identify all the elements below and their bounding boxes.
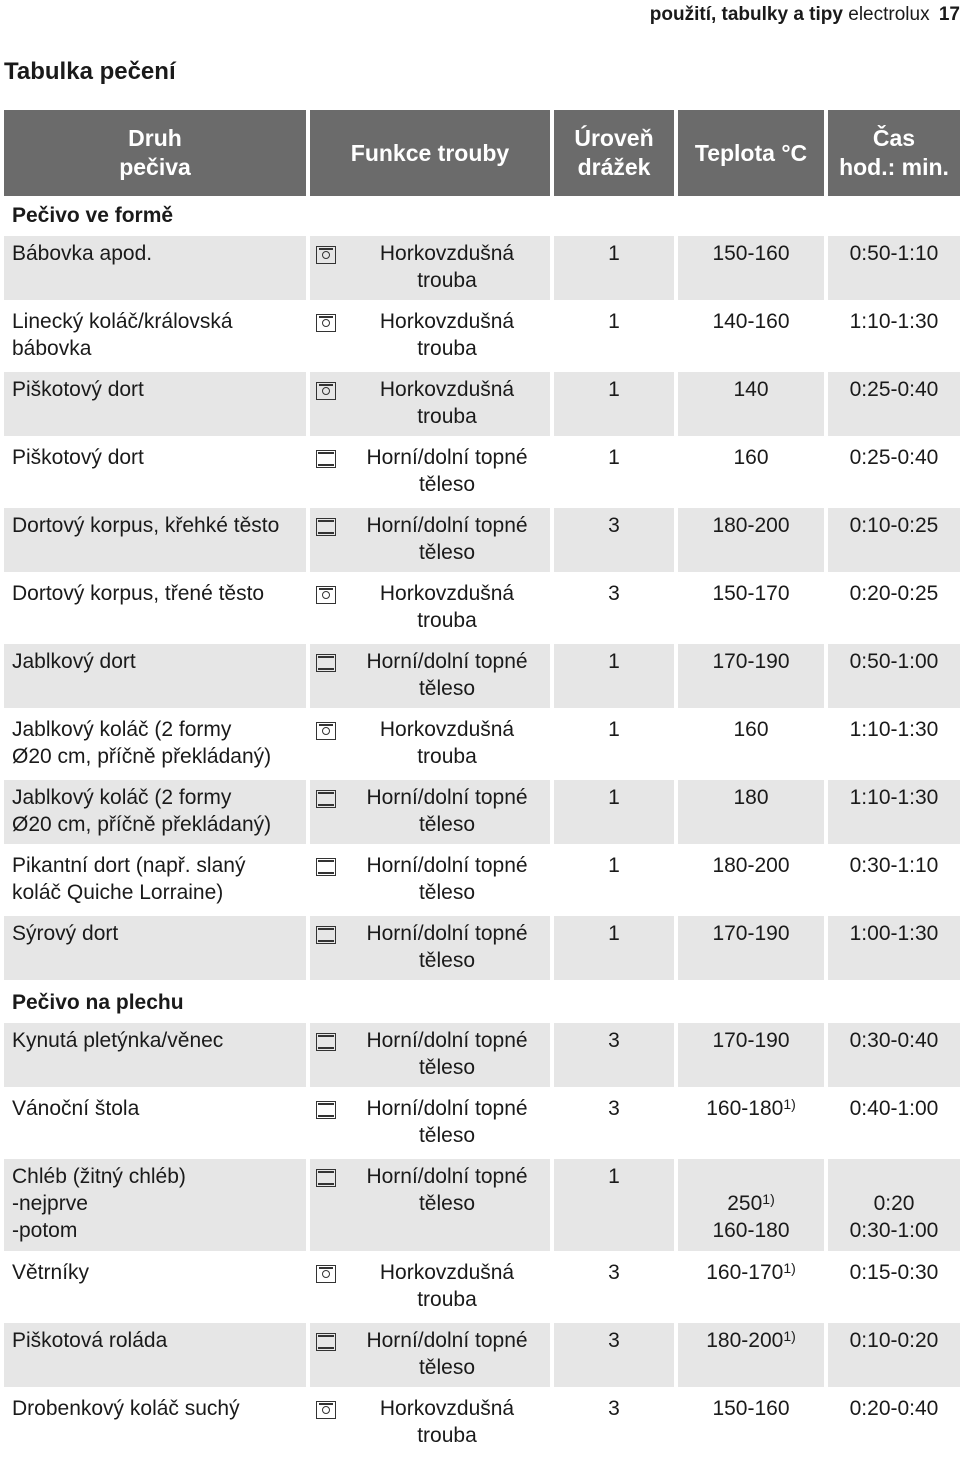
fan-icon <box>316 1401 336 1419</box>
top-bottom-heat-icon <box>316 926 336 944</box>
baking-time: 1:10-1:30 <box>849 310 939 333</box>
table-row <box>4 712 960 776</box>
top-bottom-heat-icon <box>316 1169 336 1187</box>
fan-icon <box>316 722 336 740</box>
cake-type: Piškotová roláda <box>12 1329 168 1352</box>
top-bottom-heat-icon <box>316 1033 336 1051</box>
oven-function: Horkovzdušná trouba <box>379 378 515 428</box>
oven-function: Horní/dolní topné těleso <box>366 1029 528 1079</box>
oven-function: Horní/dolní topné těleso <box>366 1097 528 1147</box>
top-bottom-heat-icon <box>316 450 336 468</box>
cake-type: Jablkový koláč (2 formy Ø20 cm, příčně překládaný) <box>12 718 272 768</box>
temperature-value: 170-190 <box>712 922 790 945</box>
temperature <box>678 780 824 844</box>
shelf-level: 1 <box>608 446 620 469</box>
column-header-level: Úroveň drážek <box>554 110 674 196</box>
table-row <box>4 848 960 912</box>
temperature-value: 250 <box>727 1192 763 1215</box>
page-header <box>650 2 960 28</box>
fan-icon <box>316 382 336 400</box>
shelf-level: 3 <box>608 1397 620 1420</box>
temperature <box>678 712 824 776</box>
temperature-value: 160 <box>733 718 769 741</box>
temperature <box>678 576 824 640</box>
temperature <box>678 644 824 708</box>
temperature <box>678 1091 824 1155</box>
table-row <box>4 304 960 368</box>
shelf-level: 1 <box>608 650 620 673</box>
temperature <box>678 916 824 980</box>
column-header-type: Druh pečiva <box>4 110 306 196</box>
oven-function: Horní/dolní topné těleso <box>366 1329 528 1379</box>
shelf-level: 1 <box>608 718 620 741</box>
cake-type: Sýrový dort <box>12 922 119 945</box>
baking-time: 0:40-1:00 <box>849 1097 939 1120</box>
table-row <box>4 440 960 504</box>
temperature <box>678 372 824 436</box>
cake-type: Piškotový dort <box>12 446 144 469</box>
oven-function: Horní/dolní topné těleso <box>366 514 528 564</box>
cake-type: Drobenkový koláč suchý <box>12 1397 240 1420</box>
temperature-value: 140-160 <box>712 310 790 333</box>
shelf-level: 1 <box>608 786 620 809</box>
baking-time: 0:30-1:10 <box>849 854 939 877</box>
cake-type: Dortový korpus, třené těsto <box>12 582 265 605</box>
temperature-value: 140 <box>733 378 769 401</box>
shelf-level: 3 <box>608 1029 620 1052</box>
baking-time: 1:10-1:30 <box>849 718 939 741</box>
temperature-value: 170-190 <box>712 650 790 673</box>
shelf-level: 1 <box>608 854 620 877</box>
temperature <box>678 304 824 368</box>
temperature-value: 180 <box>733 786 769 809</box>
shelf-level: 3 <box>608 1261 620 1284</box>
oven-function: Horní/dolní topné těleso <box>366 1165 528 1215</box>
table-row <box>4 372 960 436</box>
cake-type: Chléb (žitný chléb) -nejprve -potom <box>12 1165 186 1242</box>
table-row <box>4 576 960 640</box>
temperature <box>678 1023 824 1087</box>
baking-time: 0:20 0:30-1:00 <box>849 1192 939 1242</box>
shelf-level: 3 <box>608 1329 620 1352</box>
oven-function: Horní/dolní topné těleso <box>366 786 528 836</box>
temperature-value-2: 160-180 <box>712 1219 790 1242</box>
temperature <box>678 236 824 300</box>
shelf-level: 3 <box>608 1097 620 1120</box>
baking-time: 1:10-1:30 <box>849 786 939 809</box>
temperature-value: 180-200 <box>712 854 790 877</box>
temperature <box>678 1323 824 1387</box>
oven-function: Horkovzdušná trouba <box>379 1397 515 1447</box>
oven-function: Horkovzdušná trouba <box>379 718 515 768</box>
table-row <box>4 1391 960 1455</box>
temperature-value: 160 <box>733 446 769 469</box>
cake-type: Piškotový dort <box>12 378 144 401</box>
temperature-value: 160-170 <box>706 1261 784 1284</box>
oven-function: Horní/dolní topné těleso <box>366 854 528 904</box>
top-bottom-heat-icon <box>316 1333 336 1351</box>
section-heading: Pečivo ve formě <box>12 204 174 227</box>
temperature <box>678 1391 824 1455</box>
footnote-mark: 1) <box>762 1191 775 1207</box>
baking-time: 0:50-1:00 <box>849 650 939 673</box>
table-row <box>4 1255 960 1319</box>
fan-icon <box>316 246 336 264</box>
top-bottom-heat-icon <box>316 654 336 672</box>
table-row <box>4 1159 960 1251</box>
table-row <box>4 916 960 980</box>
table-row <box>4 236 960 300</box>
fan-icon <box>316 586 336 604</box>
temperature-value: 170-190 <box>712 1029 790 1052</box>
baking-time: 0:15-0:30 <box>849 1261 939 1284</box>
cake-type: Jablkový dort <box>12 650 136 673</box>
oven-function: Horkovzdušná trouba <box>379 1261 515 1311</box>
cake-type: Větrníky <box>12 1261 90 1284</box>
top-bottom-heat-icon <box>316 1101 336 1119</box>
column-header-function: Funkce trouby <box>310 110 550 196</box>
temperature-value: 150-160 <box>712 1397 790 1420</box>
section-heading: Pečivo na plechu <box>12 991 184 1014</box>
shelf-level: 1 <box>608 378 620 401</box>
baking-time: 0:20-0:40 <box>849 1397 939 1420</box>
table-row <box>4 780 960 844</box>
cake-type: Vánoční štola <box>12 1097 140 1120</box>
temperature <box>678 1159 824 1251</box>
table-header <box>4 110 960 196</box>
oven-function: Horní/dolní topné těleso <box>366 650 528 700</box>
temperature <box>678 508 824 572</box>
baking-time: 0:25-0:40 <box>849 446 939 469</box>
oven-function: Horní/dolní topné těleso <box>366 446 528 496</box>
column-header-time: Čas hod.: min. <box>828 110 960 196</box>
top-bottom-heat-icon <box>316 518 336 536</box>
baking-time: 0:20-0:25 <box>849 582 939 605</box>
temperature <box>678 440 824 504</box>
cake-type: Pikantní dort (např. slaný koláč Quiche Lorraine) <box>12 854 246 904</box>
table-row <box>4 644 960 708</box>
temperature-value: 150-170 <box>712 582 790 605</box>
oven-function: Horkovzdušná trouba <box>379 242 515 292</box>
cake-type: Dortový korpus, křehké těsto <box>12 514 280 537</box>
table-row <box>4 1091 960 1155</box>
oven-function: Horkovzdušná trouba <box>379 582 515 632</box>
temperature-value: 150-160 <box>712 242 790 265</box>
table-row <box>4 1323 960 1387</box>
shelf-level: 1 <box>608 242 620 265</box>
table-row <box>4 508 960 572</box>
shelf-level: 1 <box>608 310 620 333</box>
temperature <box>678 848 824 912</box>
baking-time: 0:30-0:40 <box>849 1029 939 1052</box>
fan-icon <box>316 314 336 332</box>
baking-time: 0:10-0:20 <box>849 1329 939 1352</box>
section-name: použití, tabulky a tipy <box>649 4 843 25</box>
column-header-temperature: Teplota °C <box>678 110 824 196</box>
shelf-level: 3 <box>608 514 620 537</box>
baking-time: 0:50-1:10 <box>849 242 939 265</box>
baking-time: 1:00-1:30 <box>849 922 939 945</box>
footnote-mark: 1) <box>783 1260 796 1276</box>
temperature-value: 180-200 <box>712 514 790 537</box>
temperature-value: 180-200 <box>706 1329 784 1352</box>
oven-function: Horkovzdušná trouba <box>379 310 515 360</box>
fan-icon <box>316 1265 336 1283</box>
shelf-level: 3 <box>608 582 620 605</box>
top-bottom-heat-icon <box>316 790 336 808</box>
footnote-mark: 1) <box>783 1096 796 1112</box>
temperature <box>678 1255 824 1319</box>
shelf-level: 1 <box>608 1165 620 1188</box>
table-row <box>4 1023 960 1087</box>
cake-type: Jablkový koláč (2 formy Ø20 cm, příčně překládaný) <box>12 786 272 836</box>
baking-time: 0:25-0:40 <box>849 378 939 401</box>
brand-name: electrolux <box>848 4 930 25</box>
page-title: Tabulka pečení <box>4 58 176 85</box>
cake-type: Linecký koláč/královská bábovka <box>12 310 233 360</box>
baking-time: 0:10-0:25 <box>849 514 939 537</box>
oven-function: Horní/dolní topné těleso <box>366 922 528 972</box>
page-number: 17 <box>938 4 960 25</box>
top-bottom-heat-icon <box>316 858 336 876</box>
footnote-mark: 1) <box>783 1328 796 1344</box>
temperature-value: 160-180 <box>706 1097 784 1120</box>
cake-type: Bábovka apod. <box>12 242 153 265</box>
cake-type: Kynutá pletýnka/věnec <box>12 1029 224 1052</box>
shelf-level: 1 <box>608 922 620 945</box>
